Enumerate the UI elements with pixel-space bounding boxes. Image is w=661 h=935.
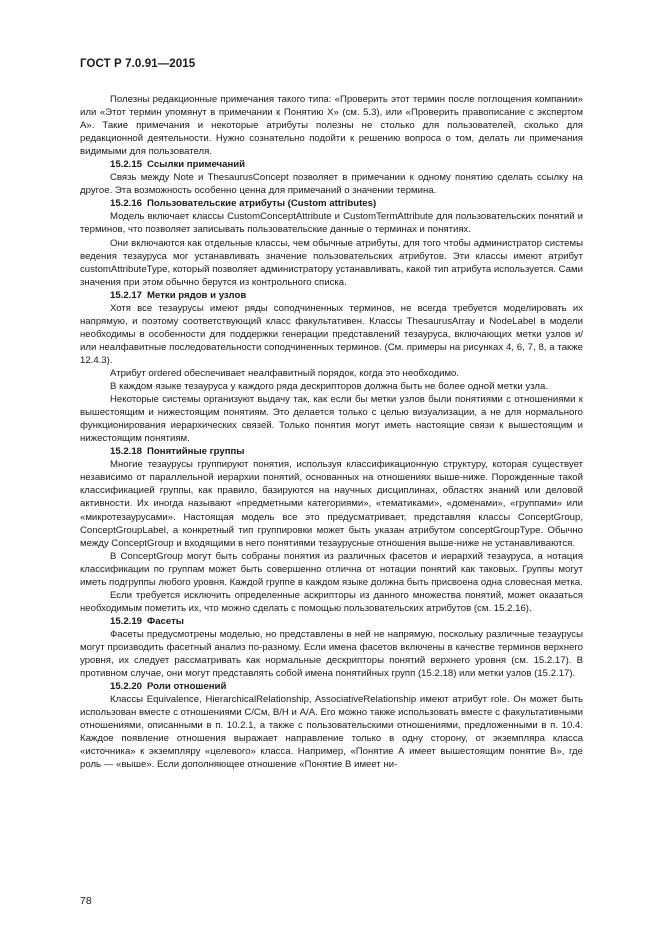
- section-heading: [80, 680, 583, 693]
- section-heading: [80, 197, 583, 210]
- section-title: Понятийные группы: [147, 446, 245, 458]
- section-title: Пользовательские атрибуты (Custom attributes): [147, 198, 377, 210]
- paragraph: Полезны редакционные примечания такого типа: «Проверить этот термин после поглощения компании» или «Этот термин упомянут в примечании к Понятию X» (см. 5.3), или «Проверить правописание с экспертом А». Такие примечания и некоторые атрибуты полезны не столько для пользователей, сколько для редакционной деятельности. Нужно сознательно подойти к решению вопроса о том, делать ли примечания видимыми для пользователя.: [80, 94, 583, 158]
- paragraph: Некоторые системы организуют выдачу так, как если бы метки узлов были понятиями с отношениями к вышестоящим и нижестоящим понятиям. Это делается только с целью визуализации, а не для нормального функционирования иерархических связей. Только понятия могут иметь настоящие связи к вышестоящим и нижестоящим понятиям.: [80, 394, 583, 445]
- standard-header: ГОСТ Р 7.0.91—2015: [80, 58, 196, 70]
- section-number: 15.2.17: [110, 289, 143, 301]
- section-number: 15.2.15: [110, 159, 143, 171]
- paragraph: Многие тезаурусы группируют понятия, используя классификационную структуру, которая существует независимо от параллельной иерархии понятий, основанных на отношениях выше-ниже. Порожденные такой классификацией группы, как правило, базируются на научных дисциплинах, областях знаний или деловой активности. Их иногда называют «предметными категориями», «тематиками», «доменами», «группами» или «микротезаурусами». Настоящая модель все это предусматривает, представляя классы ConceptGroup, ConceptGroupLabel, а конкретный тип группировки может быть указан атрибутом conceptGroupType. Обычно между ConceptGroup и входящими в него понятиями тезаурусные отношения выше-ниже не устанавливаются.: [80, 459, 583, 549]
- paragraph: В каждом языке тезауруса у каждого ряда дескрипторов должна быть не более одной метки узла.: [110, 381, 549, 393]
- section-number: 15.2.20: [110, 681, 143, 693]
- section-heading: [80, 445, 583, 458]
- paragraph: Если требуется исключить определенные аскрипторы из данного множества понятий, может оказаться необходимым пометить их, что можно сделать с помощью пользовательских атрибутов (см. 15.2.16).: [80, 589, 583, 614]
- paragraph: Связь между Note и ThesaurusConcept позволяет в примечании к одному понятию сделать ссылку на другое. Эта возможность особенно ценна для примечаний о значении термина.: [80, 172, 583, 197]
- section-number: 15.2.18: [110, 446, 143, 458]
- section-title: Роли отношений: [147, 681, 227, 693]
- page-body: [80, 93, 583, 771]
- section-title: Ссылки примечаний: [147, 159, 246, 171]
- paragraph: Атрибут ordered обеспечивает неалфавитный порядок, когда это необходимо.: [110, 367, 460, 379]
- section-title: Фасеты: [147, 615, 184, 627]
- section-title: Метки рядов и узлов: [147, 289, 247, 301]
- paragraph: В ConceptGroup могут быть собраны понятия из различных фасетов и иерархий тезауруса, а нотация классификации по группам может быть совершенно отлична от нотации понятий как таковых. Группы могут иметь подгруппы любого уровня. Каждой группе в каждом языке должна быть присвоена одна словесная метка.: [80, 550, 583, 588]
- paragraph: Хотя все тезаурусы имеют ряды соподчиненных терминов, не всегда требуется моделировать их напрямую, и поэтому соответствующий класс факультативен. Классы ThesaurusArray и NodeLabel в модели необходимы в особенности для поддержки генерации представлений тезауруса, включающих метки узлов и/или неалфавитные последовательности соподчиненных терминов. (См. примеры на рисунках 4, 6, 7, 8, а также 12.4.3).: [80, 302, 583, 366]
- section-heading: [80, 289, 583, 302]
- paragraph: Классы Equivalence, HierarchicalRelationship, AssociativeRelationship имеют атрибут role. Он может быть использован вместе с отношениями С/См, В/Н и А/А. Его можно также использовать вместе с факультативными отношениями, описанными в п. 10.2.1, а также с пользовательскими отношениями, предложенными в п. 10.4. Каждое появление отношения выражает направление только в одну сторону, от экземпляра класса «источника» к экземпляру «целевого» класса. Например, «Понятие А имеет вышестоящим понятие В», где роль — «выше». Если дополняющее отношение «Понятие В имеет ни-: [80, 694, 583, 771]
- paragraph: Фасеты предусмотрены моделью, но представлены в ней не напрямую, поскольку различные тезаурусы могут производить фасетный анализ по-разному. Если имена фасетов включены в качестве терминов верхнего уровня, их следует рассматривать как нормальные дескрипторы понятий верхнего уровня (см. 15.2.17). В противном случае, они могут представлять собой имена понятийных групп (15.2.18) или метки узлов (15.2.17).: [80, 628, 583, 680]
- section-number: 15.2.16: [110, 198, 143, 210]
- section-heading: [80, 158, 583, 171]
- paragraph: Модель включает классы CustomConceptAttribute и CustomTermAttribute для пользовательских понятий и терминов, что позволяет записывать пользовательские данные о терминах и понятиях.: [80, 211, 583, 236]
- section-number: 15.2.19: [110, 615, 143, 627]
- section-heading: [80, 615, 583, 628]
- paragraph: Они включаются как отдельные классы, чем обычные атрибуты, для того чтобы администратор системы ведения тезауруса мог устанавливать значение пользовательских атрибутов. Эти классы имеют атрибут customAttributeType, который позволяет администратору устанавливать, какой тип атрибута используется. Сами значения при этом обычно берутся из контрольного списка.: [80, 237, 583, 288]
- page-number: 78: [80, 895, 92, 907]
